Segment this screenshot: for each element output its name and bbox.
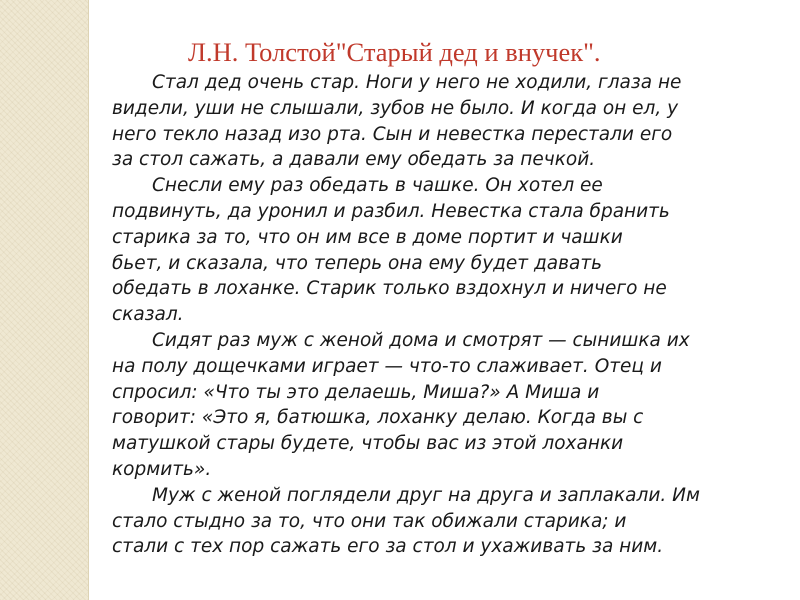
paragraph-line: обедать в лоханке. Старик только вздохнул и ничего не (112, 278, 667, 300)
paragraph-line: подвинуть, да уронил и разбил. Невестка стала бранить (112, 200, 670, 222)
paragraph-line: говорит: «Это я, батюшка, лоханку делаю. Когда вы с (112, 407, 644, 429)
paragraph-line: него текло назад изо рта. Сын и невестка перестали его (112, 123, 673, 145)
story-text (112, 70, 762, 560)
story-paragraph (112, 328, 762, 483)
paragraph-line: кормить». (112, 458, 212, 480)
paragraph-line: видели, уши не слышали, зубов не было. И когда он ел, у (112, 97, 679, 119)
slide-content (112, 36, 762, 560)
story-paragraph (112, 483, 762, 560)
paragraph-line: за стол сажать, а давали ему обедать за печкой. (112, 149, 596, 171)
story-paragraph (112, 173, 762, 328)
paragraph-line: стало стыдно за то, что они так обижали старика; и (112, 510, 627, 532)
paragraph-line: спросил: «Что ты это делаешь, Миша?» А Миша и (112, 381, 600, 403)
paragraph-line: Стал дед очень стар. Ноги у него не ходили, глаза не (152, 72, 682, 93)
paragraph-line: стали с тех пор сажать его за стол и ухаживать за ним. (112, 536, 664, 558)
page-title: Л.Н. Толстой"Старый дед и внучек". (188, 37, 601, 67)
paragraph-line: старика за то, что он им все в доме портит и чашки (112, 226, 623, 248)
paragraph-line: сказал. (112, 304, 184, 326)
paragraph-line: Муж с женой поглядели друг на друга и заплакали. Им (152, 484, 700, 506)
decorative-side-stripe (0, 0, 89, 600)
paragraph-line: Снесли ему раз обедать в чашке. Он хотел ее (152, 175, 603, 197)
paragraph-line: матушкой стары будете, чтобы вас из этой лоханки (112, 433, 624, 455)
paragraph-line: бьет, и сказала, что теперь она ему будет давать (112, 252, 603, 274)
paragraph-line: Сидят раз муж с женой дома и смотрят — сынишка их (152, 329, 690, 351)
paragraph-line: на полу дощечками играет — что-то слаживает. Отец и (112, 355, 662, 377)
story-paragraph (112, 70, 762, 173)
